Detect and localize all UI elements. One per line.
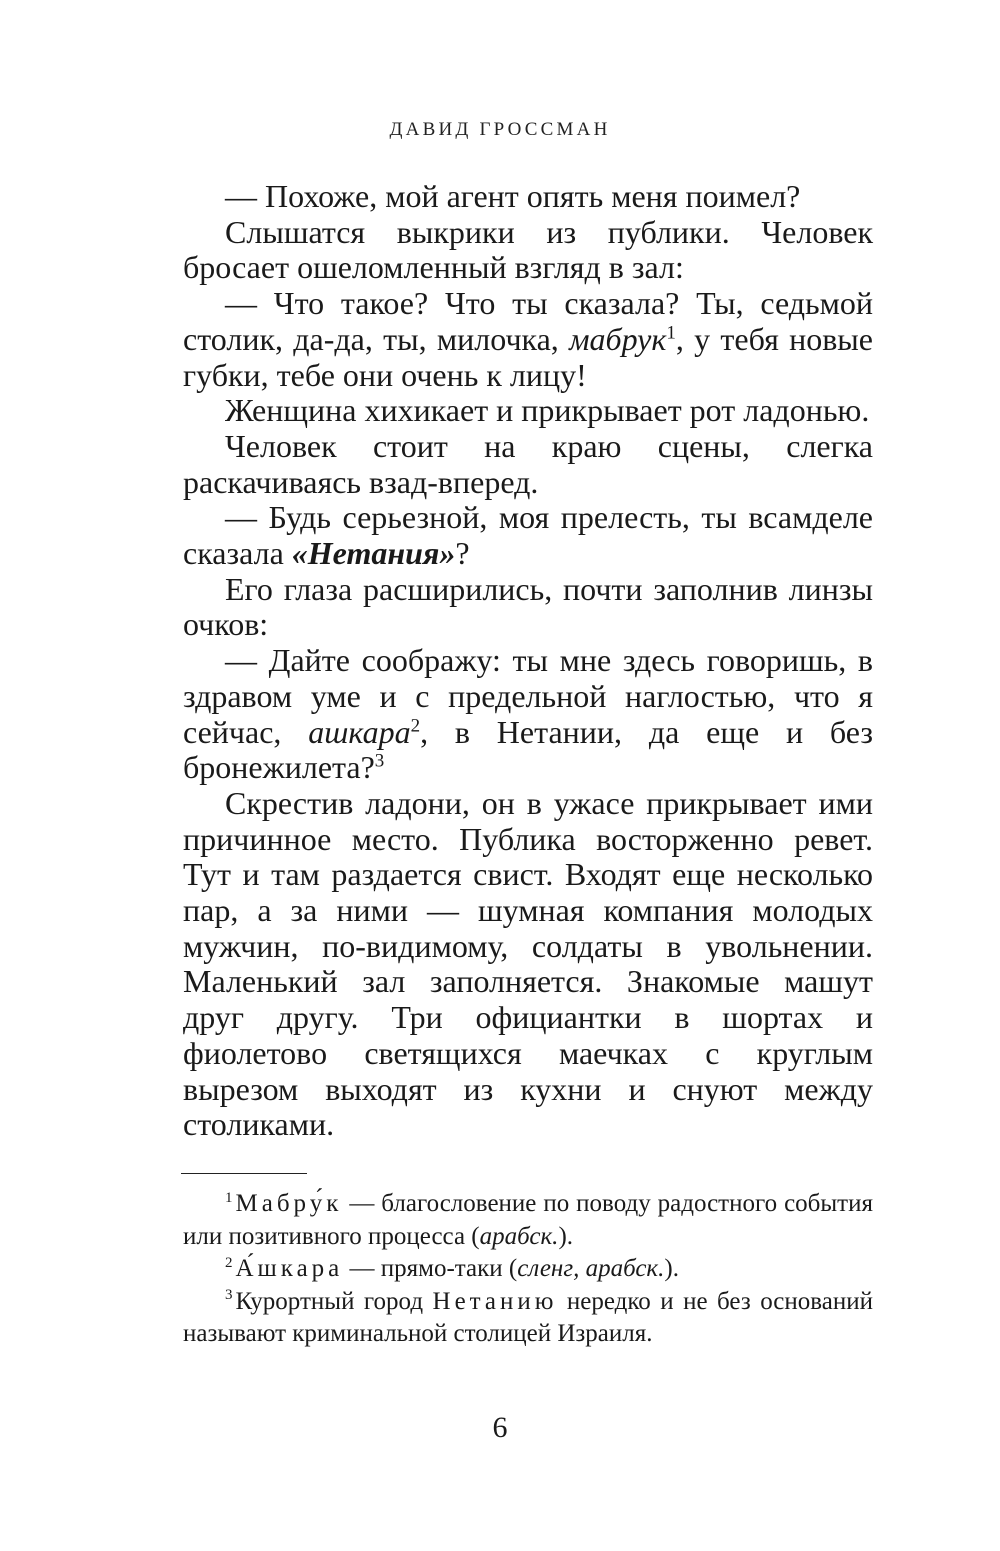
footnote-ref: 2 <box>410 714 421 736</box>
footnote-ref: 1 <box>666 322 676 344</box>
paragraph: Женщина хихикает и прикрывает рот ладонью. <box>225 392 870 429</box>
footnote-number: 1 <box>225 1189 233 1206</box>
paragraph: — Дайте соображу: ты мне здесь говоришь, в здравом уме и с предельной наглостью, что я сейчас, ашкара$^2$, в Нетании, да еще и без бронежилета?$^3$ <box>183 642 874 786</box>
footnotes <box>183 1188 873 1351</box>
italic-term: ашкара <box>308 713 411 750</box>
paragraph: — Будь серьезной, моя прелесть, ты всамделе сказала «Нетания»? <box>183 499 873 572</box>
paragraph: — Похоже, мой агент опять меня поимел? <box>225 178 801 214</box>
footnote: $^3$ Курортный город Нетанию нередко и не без оснований называют криминальной столицей Израиля. <box>183 1287 873 1347</box>
bold-italic-term: «Нетания» <box>291 535 456 572</box>
footnote-number: 2 <box>225 1254 233 1271</box>
italic-term: мабрук <box>569 320 667 357</box>
paragraph: Его глаза расширились, почти заполнив линзы очков: <box>183 570 873 643</box>
footnote-ref: 3 <box>374 750 385 772</box>
footnote: $^2$ А́шкара — прямо-таки (сленг, арабск.). <box>225 1254 679 1282</box>
paragraph: — Что такое? Что ты сказала? Ты, седьмой столик, да-да, ты, милочка, мабрук$^1$, у тебя новые губки, тебе они очень к лицу! <box>183 285 874 393</box>
footnote-number: 3 <box>225 1287 233 1304</box>
footnote-term: А́шкара <box>235 1255 344 1282</box>
running-header: ДАВИД ГРОССМАН <box>389 119 611 140</box>
footnote-divider <box>181 1173 307 1174</box>
footnote: $^1$ Мабру́к — благословение по поводу радостного события или позитивного процесса (арабск.). <box>183 1189 873 1250</box>
footnote-term: Нетанию <box>432 1287 558 1315</box>
paragraph: Человек стоит на краю сцены, слегка раскачиваясь взад-вперед. <box>183 427 873 500</box>
footnote-term: Мабру́к <box>235 1190 343 1217</box>
page-number: 6 <box>492 1411 508 1444</box>
paragraph: Скрестив ладони, он в ужасе прикрывает ими причинное место. Публика восторженно ревет. Тут и там раздается свист. Входят еще несколько пар, а за ними — шумная компания молодых мужчин, по-видимому, солдаты в увольнении. Маленький зал заполняется. Знакомые машут друг другу. Три официантки в шортах и фиолетово светящихся маечках с круглым вырезом выходят из кухни и снуют между столиками. <box>183 784 873 1143</box>
main-text <box>183 179 873 1143</box>
paragraph: Слышатся выкрики из публики. Человек бросает ошеломленный взгляд в зал: <box>183 213 873 286</box>
